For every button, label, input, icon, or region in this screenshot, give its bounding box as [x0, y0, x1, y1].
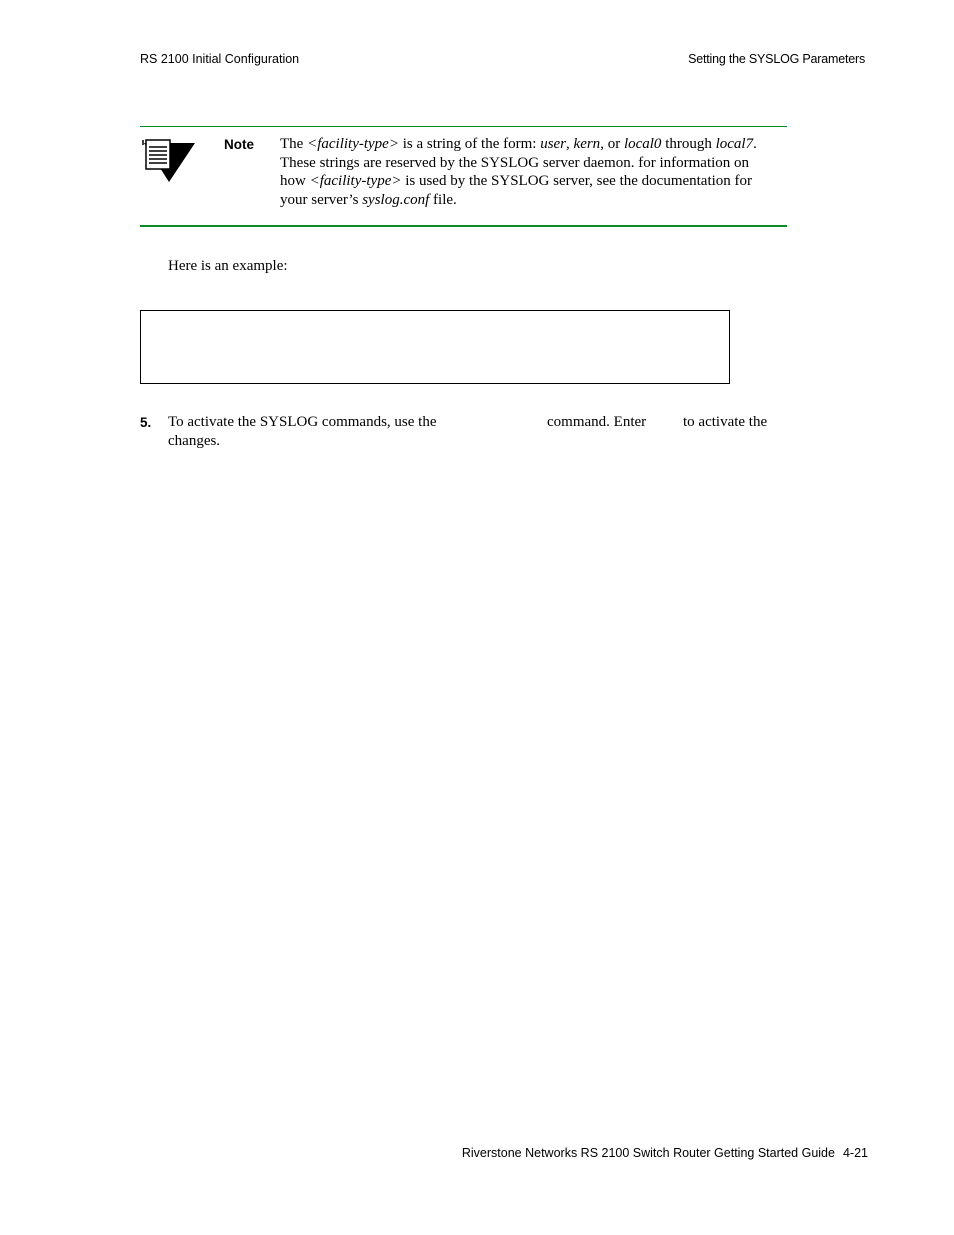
- note-pad-icon: [140, 138, 200, 184]
- page-number: 4-21: [842, 1146, 868, 1160]
- step-5-part-2: command. Enter: [547, 414, 647, 430]
- page-footer: [462, 1146, 868, 1160]
- note-line-3: how <facility-type> is used by the SYSLOG server, see the documentation for: [280, 173, 753, 190]
- step-number: 5.: [140, 415, 152, 430]
- note-line-4: your server’s syslog.conf file.: [280, 191, 457, 208]
- note-body: [280, 135, 780, 209]
- step-5-part-3: to activate the: [683, 414, 768, 430]
- note-label: Note: [224, 137, 254, 152]
- step-5-part-1: To activate the SYSLOG commands, use the: [168, 414, 437, 430]
- note-top-rule: [140, 126, 787, 127]
- note-line-2: These strings are reserved by the SYSLOG server daemon. for information on: [280, 154, 750, 171]
- example-intro: Here is an example:: [168, 258, 288, 274]
- note-line-1: The <facility-type> is a string of the form: user, kern, or local0 through local7.: [280, 136, 757, 152]
- running-header-chapter: RS 2100 Initial Configuration: [140, 52, 300, 66]
- example-code-box: [140, 310, 730, 384]
- step-5-part-4: changes.: [168, 432, 221, 449]
- note-bottom-rule: [140, 225, 787, 227]
- footer-title: Riverstone Networks RS 2100 Switch Router Getting Started Guide: [461, 1146, 835, 1160]
- running-header-section: Setting the SYSLOG Parameters: [688, 52, 865, 66]
